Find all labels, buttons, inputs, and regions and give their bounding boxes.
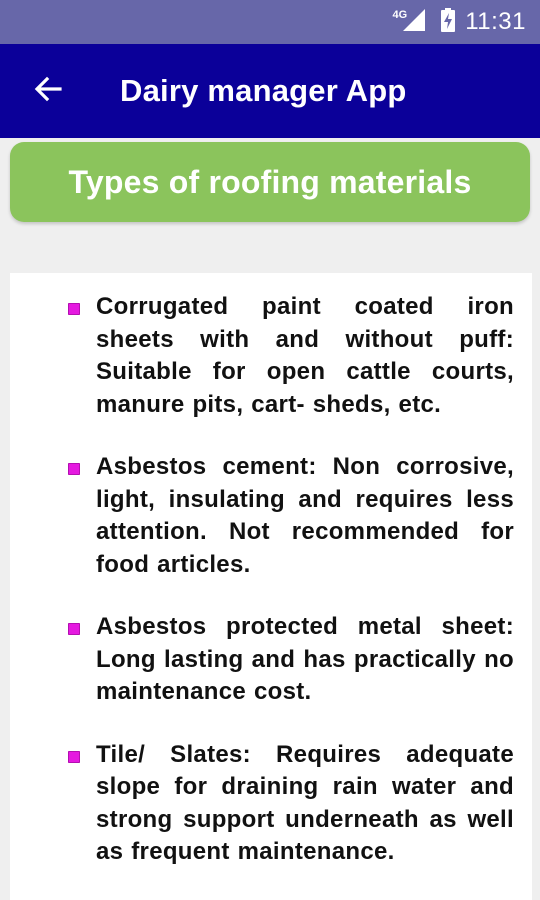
list-item-text: Corrugated paint coated iron sheets with and without puff: Suitable for open cattle courts, manure pits, cart- sheds, etc. [96, 293, 514, 418]
back-button[interactable] [18, 61, 78, 121]
list-item [70, 739, 514, 869]
list-item-text: Asbestos cement: Non corrosive, light, insulating and requires less attention. Not recommended for food articles. [96, 453, 514, 578]
app-bar [0, 44, 540, 138]
status-time: 11:31 [465, 8, 526, 35]
list-item-text: Tile/ Slates: Requires adequate slope for draining rain water and strong support underneath as well as frequent maintenance. [96, 740, 514, 865]
bullet-icon [68, 751, 80, 763]
arrow-back-icon [33, 74, 63, 109]
section-title: Types of roofing materials [68, 163, 472, 200]
network-type-label: 4G [392, 9, 408, 21]
bullet-icon [68, 623, 80, 635]
content-card [10, 273, 532, 900]
list-item [70, 291, 514, 421]
battery-charging-icon [441, 8, 455, 37]
bullet-icon [68, 463, 80, 475]
list-item [70, 611, 514, 709]
section-banner [10, 142, 530, 222]
roofing-materials-list [10, 273, 532, 869]
bullet-icon [68, 303, 80, 315]
list-item-text: Asbestos protected metal sheet: Long lasting and has practically no maintenance cost. [96, 613, 514, 705]
status-bar [0, 0, 540, 44]
list-item [70, 451, 514, 581]
app-title: Dairy manager App [120, 73, 407, 108]
